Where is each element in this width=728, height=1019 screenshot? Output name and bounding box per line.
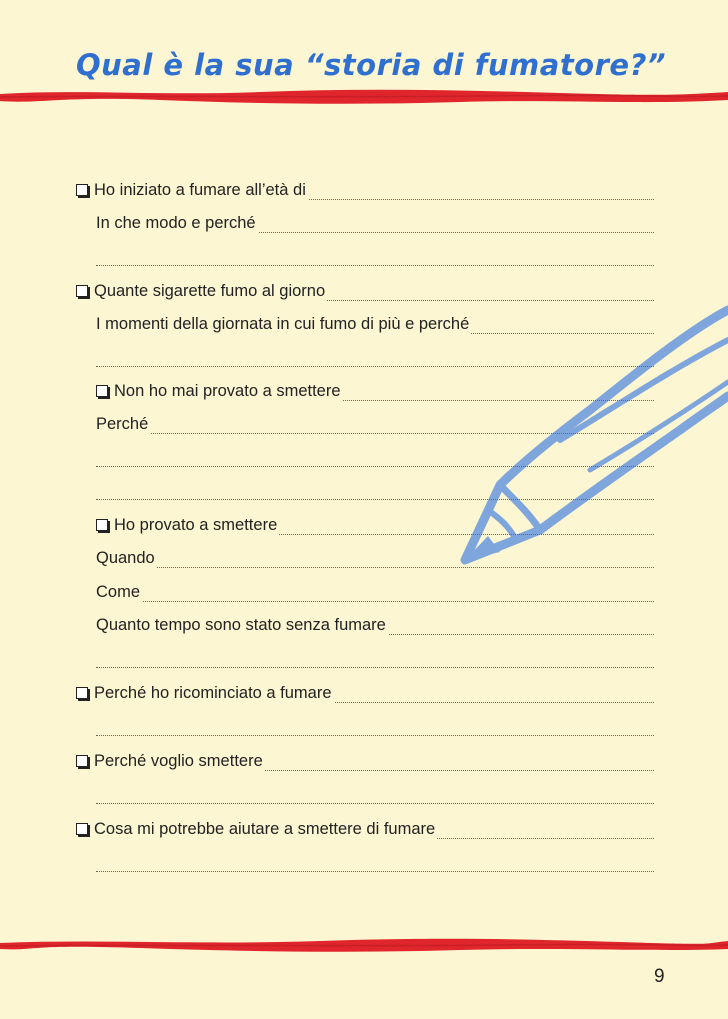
form-line[interactable] <box>0 244 728 268</box>
dotted-answer-line[interactable] <box>96 803 654 804</box>
question-label <box>76 181 308 200</box>
form-line[interactable] <box>0 714 728 738</box>
dotted-answer-line[interactable] <box>96 567 654 568</box>
checkbox-icon[interactable] <box>76 755 88 767</box>
form-line[interactable] <box>0 580 728 604</box>
line-text: I momenti della giornata in cui fumo di più e perché <box>96 315 470 333</box>
top-red-stripe <box>0 86 728 108</box>
form-line[interactable] <box>0 646 728 670</box>
form-line[interactable] <box>0 782 728 806</box>
line-text: Quante sigarette fumo al giorno <box>94 282 326 300</box>
form-line[interactable] <box>0 312 728 336</box>
question-label <box>76 684 334 703</box>
question-label <box>96 382 343 401</box>
dotted-answer-line[interactable] <box>96 366 654 367</box>
line-text: Perché ho ricominciato a fumare <box>94 684 332 702</box>
form-line[interactable] <box>0 513 728 537</box>
form-line[interactable] <box>0 445 728 469</box>
checkbox-icon[interactable] <box>96 519 108 531</box>
line-text: Perché voglio smettere <box>94 752 263 770</box>
line-text: Ho provato a smettere <box>114 516 278 534</box>
dotted-answer-line[interactable] <box>96 667 654 668</box>
checkbox-icon[interactable] <box>76 285 88 297</box>
dotted-answer-line[interactable] <box>96 265 654 266</box>
prompt-label <box>96 415 150 434</box>
form-line[interactable] <box>0 279 728 303</box>
prompt-label <box>96 549 157 568</box>
prompt-label <box>96 214 258 233</box>
form-line[interactable] <box>0 546 728 570</box>
line-text: Non ho mai provato a smettere <box>114 382 341 400</box>
line-text: Come <box>96 583 141 601</box>
checkbox-icon[interactable] <box>76 184 88 196</box>
question-label <box>96 516 279 535</box>
form-line[interactable] <box>0 178 728 202</box>
checkbox-icon[interactable] <box>76 687 88 699</box>
form-line[interactable] <box>0 211 728 235</box>
line-text: Quanto tempo sono stato senza fumare <box>96 616 386 634</box>
form-line[interactable] <box>0 412 728 436</box>
prompt-label <box>96 315 471 334</box>
page-number: 9 <box>654 966 665 987</box>
checkbox-icon[interactable] <box>96 385 108 397</box>
form-line[interactable] <box>0 478 728 502</box>
line-text: Quando <box>96 549 155 567</box>
form-line[interactable] <box>0 681 728 705</box>
form-line[interactable] <box>0 379 728 403</box>
form-line[interactable] <box>0 613 728 637</box>
line-text: Ho iniziato a fumare all’età di <box>94 181 306 199</box>
question-label <box>76 820 437 839</box>
line-text: Cosa mi potrebbe aiutare a smettere di fumare <box>94 820 436 838</box>
line-text: In che modo e perché <box>96 214 256 232</box>
form-line[interactable] <box>0 749 728 773</box>
prompt-label <box>96 583 142 602</box>
form-line[interactable] <box>0 345 728 369</box>
dotted-answer-line[interactable] <box>96 871 654 872</box>
dotted-answer-line[interactable] <box>96 466 654 467</box>
page-title: Qual è la sua “storia di fumatore?” <box>76 48 667 82</box>
checkbox-icon[interactable] <box>76 823 88 835</box>
form-line[interactable] <box>0 850 728 874</box>
dotted-answer-line[interactable] <box>96 601 654 602</box>
question-label <box>76 282 327 301</box>
dotted-answer-line[interactable] <box>96 735 654 736</box>
dotted-answer-line[interactable] <box>96 433 654 434</box>
prompt-label <box>96 616 388 635</box>
question-label <box>76 752 265 771</box>
dotted-answer-line[interactable] <box>96 499 654 500</box>
form-line[interactable] <box>0 817 728 841</box>
bottom-red-stripe <box>0 934 728 956</box>
line-text: Perché <box>96 415 149 433</box>
